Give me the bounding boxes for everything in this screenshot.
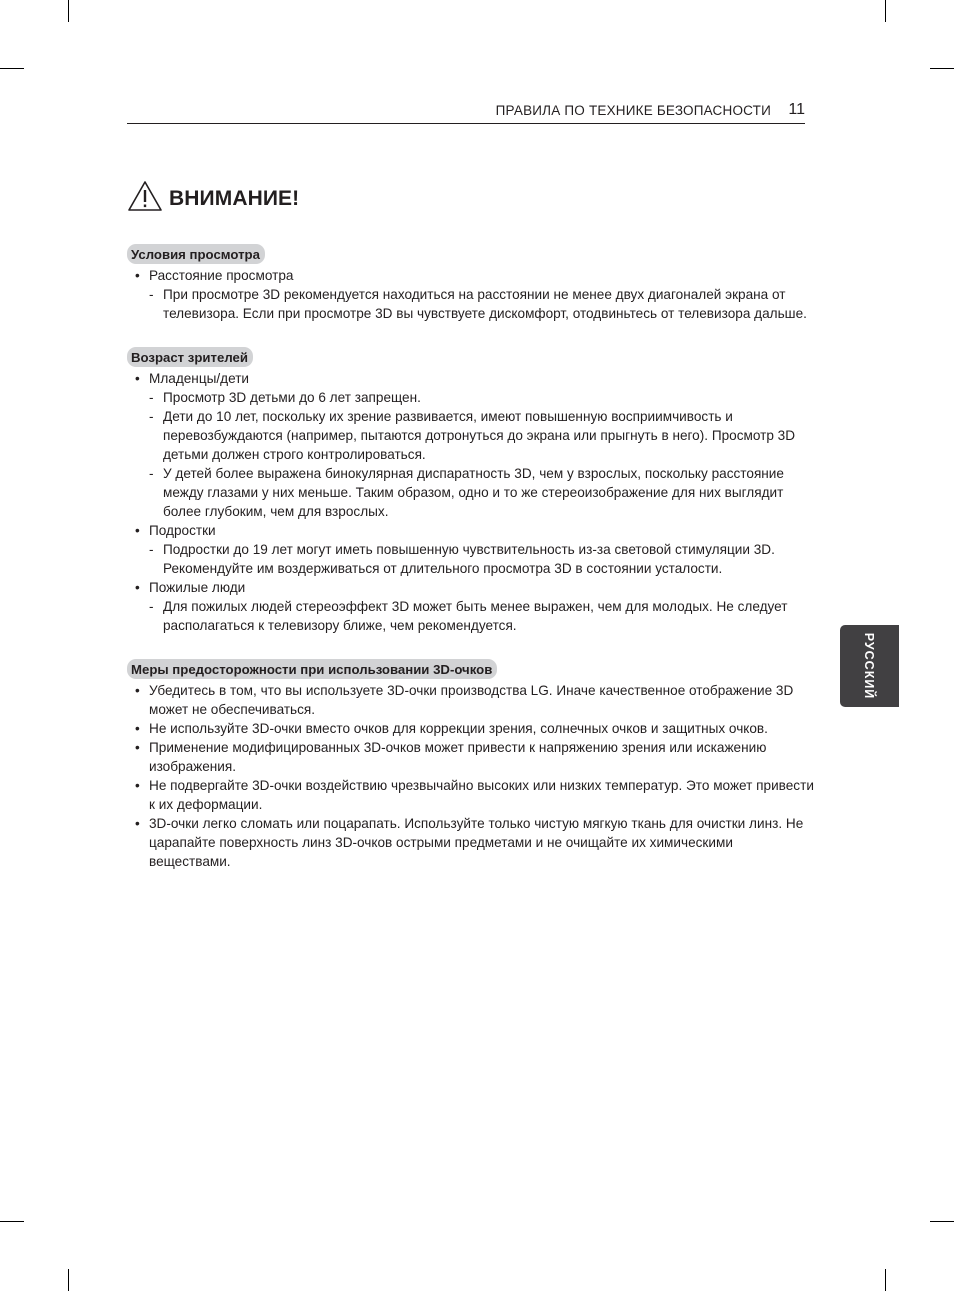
bullet-text: • Подростки [149,523,216,538]
language-side-tab [840,625,899,707]
crop-mark [68,1269,69,1291]
header-title: ПРАВИЛА ПО ТЕХНИКЕ БЕЗОПАСНОСТИ [495,103,771,118]
section-viewer-age [127,347,817,635]
bullet-list [127,266,817,323]
dash-item: - Просмотр 3D детьми до 6 лет запрещен. [149,388,817,407]
section-3d-glasses-precautions [127,659,817,871]
caution-heading [127,176,299,212]
section-viewing-conditions [127,244,817,323]
crop-mark [930,68,954,69]
dash-list [149,285,817,323]
warning-triangle-icon [127,180,163,212]
section-label: Условия просмотра [127,244,265,264]
crop-mark [885,1269,886,1291]
dash-list [149,597,817,635]
page-header [127,101,805,124]
dash-item: - При просмотре 3D рекомендуется находиться на расстоянии не менее двух диагоналей экрана от телевизора. Если при просмотре 3D вы чувствуете дискомфорт, отодвиньтесь от телевизора дальше. [149,285,817,323]
crop-mark [0,1221,24,1222]
bullet-list [127,681,817,871]
bullet-item [127,266,817,323]
bullet-item [127,521,817,578]
crop-mark [68,0,69,22]
crop-mark [885,0,886,22]
bullet-item: • Не используйте 3D-очки вместо очков для коррекции зрения, солнечных очков и защитных очков. [127,719,817,738]
bullet-item: • 3D-очки легко сломать или поцарапать. Используйте только чистую мягкую ткань для очистки линз. Не царапайте поверхность линз 3D-очков острыми предметами и не очищайте их химическими веществами. [127,814,817,871]
section-label: Возраст зрителей [127,347,253,367]
bullet-text: • Пожилые люди [149,580,246,595]
dash-item: - Для пожилых людей стереоэффект 3D может быть менее выражен, чем для молодых. Не следует располагаться к телевизору ближе, чем рекомендуется. [149,597,817,635]
crop-mark [0,68,24,69]
dash-item: - Подростки до 19 лет могут иметь повышенную чувствительность из-за световой стимуляции 3D. Рекомендуйте им воздерживаться от длительного просмотра 3D в состоянии усталости. [149,540,817,578]
language-label: РУССКИЙ [862,632,876,700]
bullet-item: • Не подвергайте 3D-очки воздействию чрезвычайно высоких или низких температур. Это может привести к их деформации. [127,776,817,814]
dash-list [149,540,817,578]
bullet-text: • Младенцы/дети [149,371,250,386]
caution-title: ВНИМАНИЕ! [169,187,300,210]
bullet-item: • Убедитесь в том, что вы используете 3D-очки производства LG. Иначе качественное отображение 3D может не обеспечиваться. [127,681,817,719]
dash-list [149,388,817,521]
bullet-text: • Расстояние просмотра [149,268,294,283]
crop-mark [930,1221,954,1222]
bullet-item [127,578,817,635]
bullet-item: • Применение модифицированных 3D-очков может привести к напряжению зрения или искажению изображения. [127,738,817,776]
bullet-list [127,369,817,635]
page-number: 11 [788,101,805,118]
section-label: Меры предосторожности при использовании 3D-очков [127,659,497,679]
dash-item: - Дети до 10 лет, поскольку их зрение развивается, имеют повышенную восприимчивость и перевозбуждаются (например, пытаются дотронуться до экрана или прыгнуть в него). Просмотр 3D детьми должен строго контролироваться. [149,407,817,464]
page-content [127,244,817,871]
bullet-item [127,369,817,521]
dash-item: - У детей более выражена бинокулярная диспаратность 3D, чем у взрослых, поскольку расстояние между глазами у них меньше. Таким образом, одно и то же стереоизображение для них выглядит более глубоким, чем для взрослых. [149,464,817,521]
